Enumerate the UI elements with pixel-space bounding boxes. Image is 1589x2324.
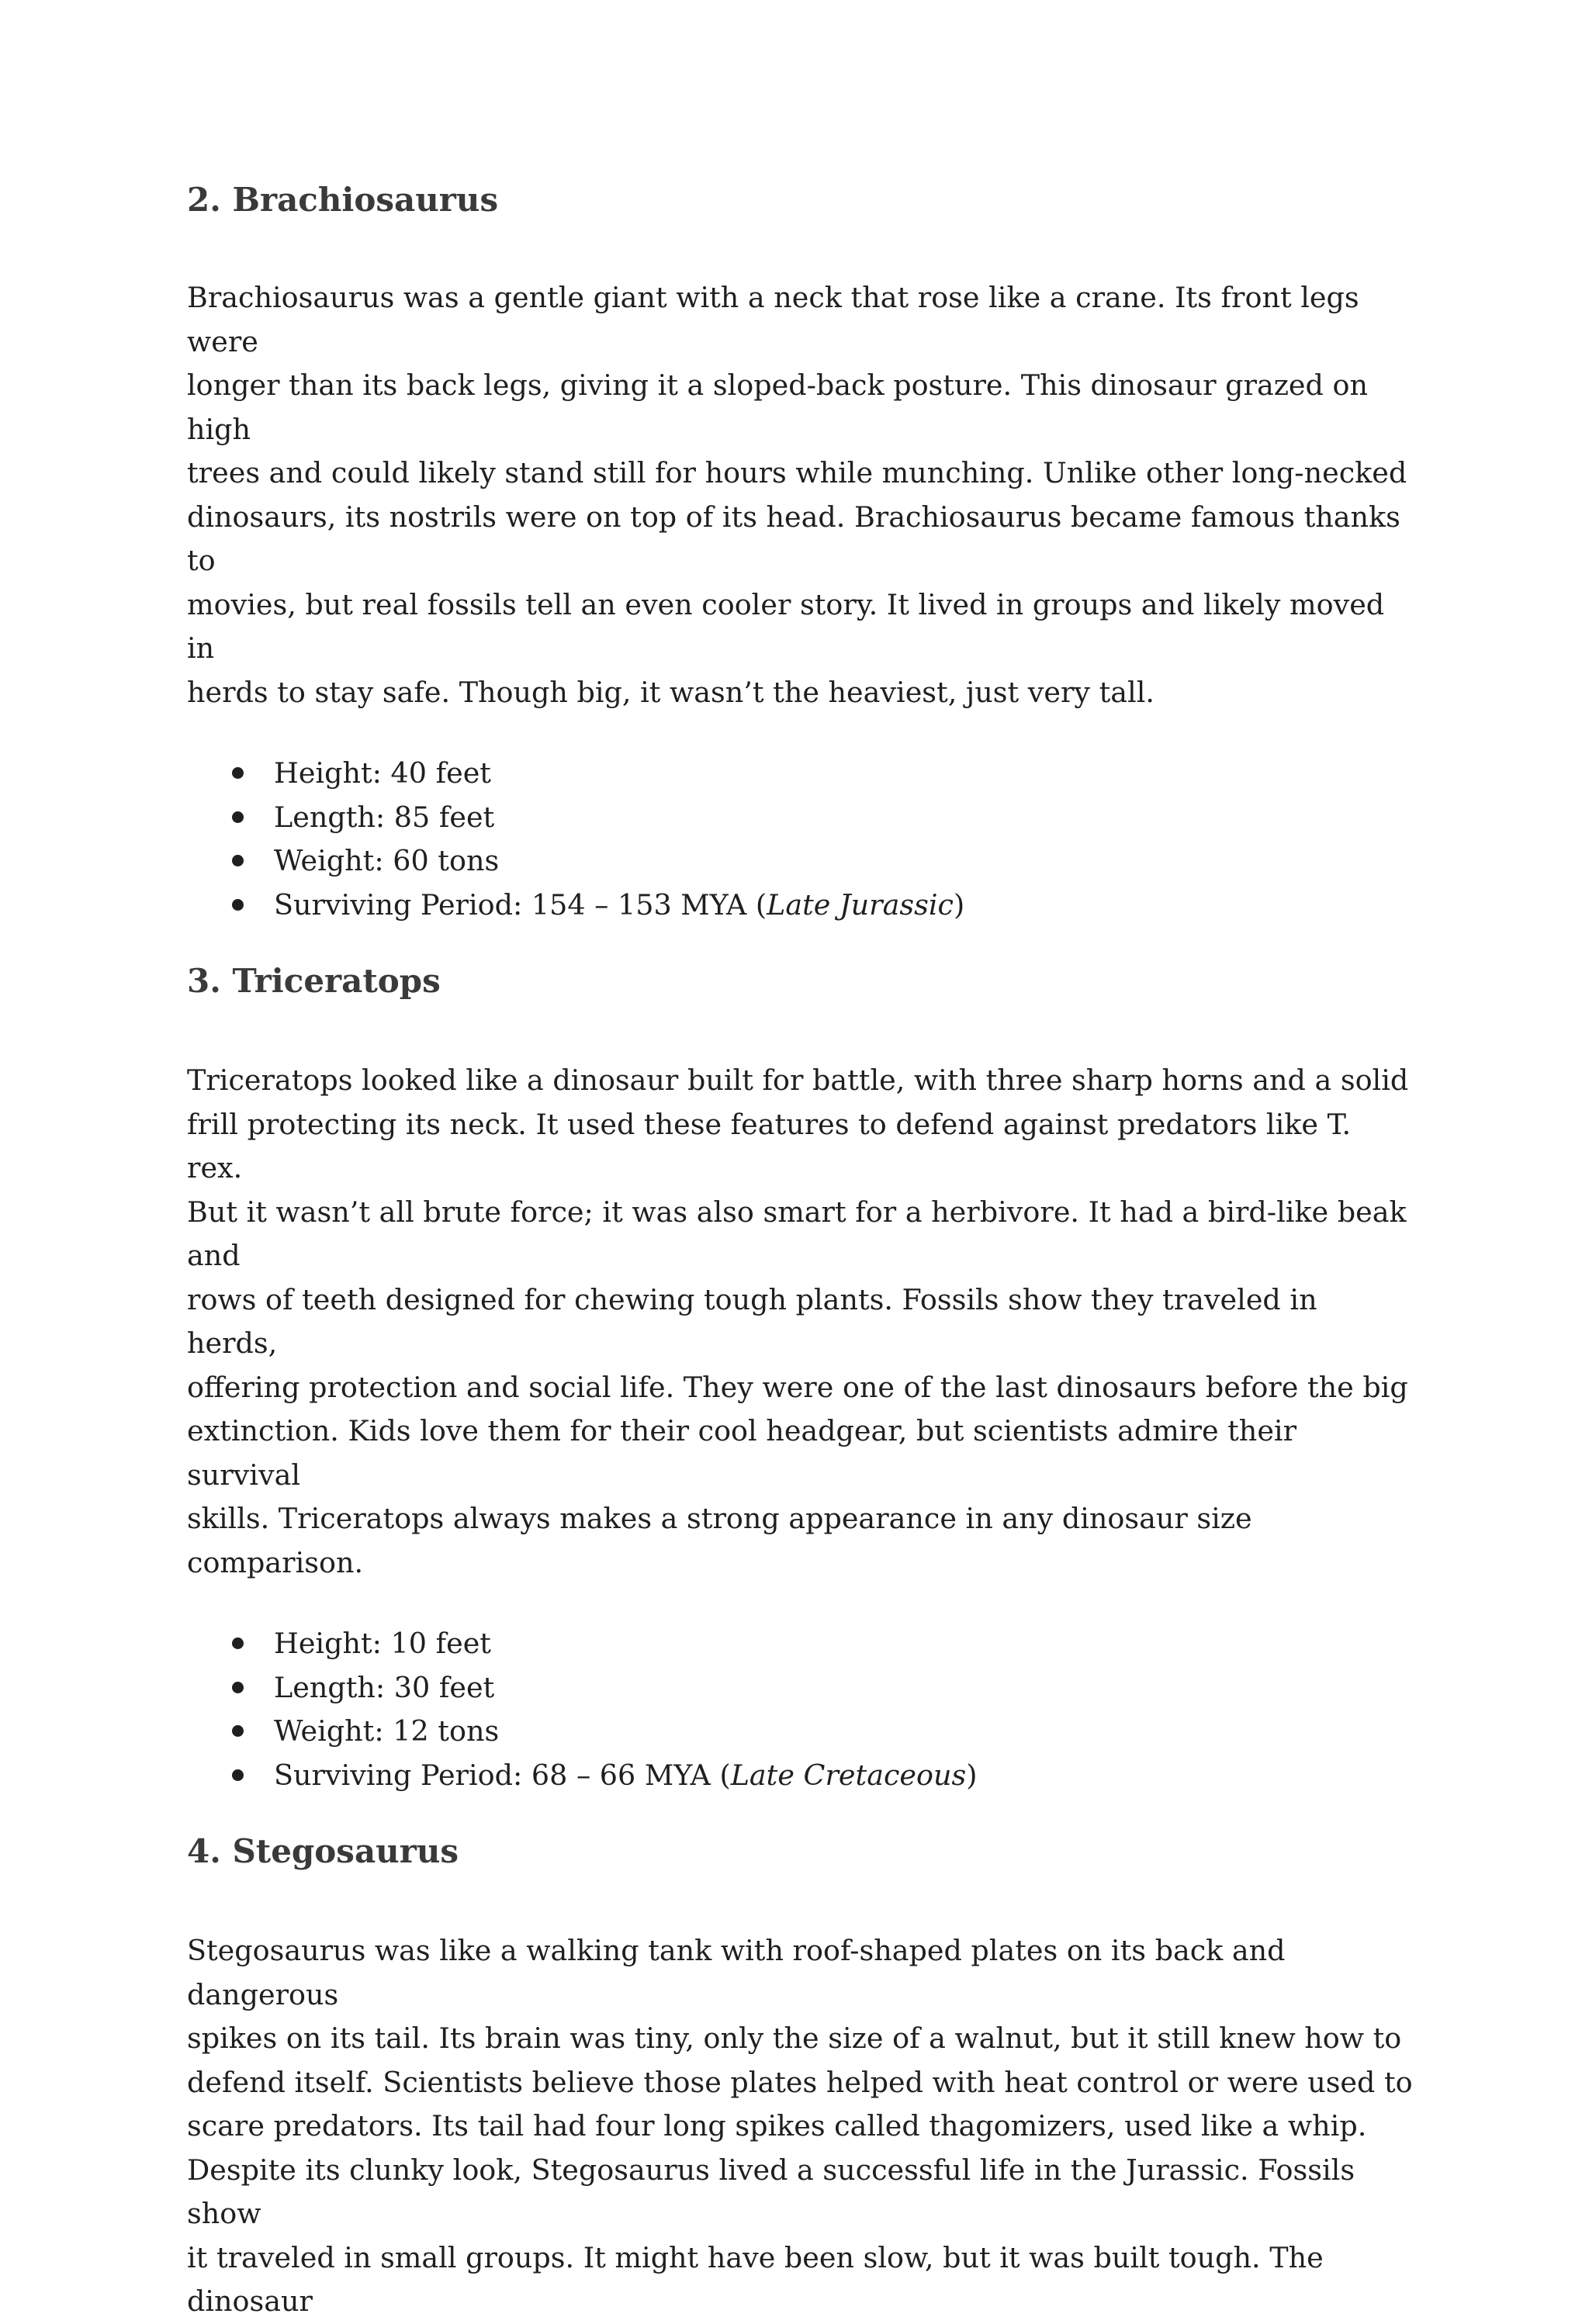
paragraph-line: dinosaurs, its nostrils were on top of its head. Brachiosaurus became famous thanks to [187,500,1400,577]
fact-text: Surviving Period: 154 – 153 MYA ( [274,887,767,922]
facts-list-brachiosaurus [187,752,1413,927]
fact-text: Weight: 60 tons [274,844,500,877]
paragraph-stegosaurus [187,1929,1413,2324]
bullet-icon [232,855,244,866]
fact-length [274,1666,1413,1710]
paragraph-line: skills. Triceratops always makes a strong appearance in any dinosaur size comparison. [187,1502,1252,1579]
section-stegosaurus [187,1830,1413,2324]
paragraph-line: Brachiosaurus was a gentle giant with a neck that rose like a crane. Its front legs were [187,281,1359,358]
facts-list-triceratops [187,1622,1413,1797]
bullet-icon [232,899,244,911]
paragraph-line: herds to stay safe. Though big, it wasn’t the heaviest, just very tall. [187,675,1155,709]
fact-height [274,752,1413,796]
fact-era: Late Jurassic [767,887,954,922]
fact-period [274,884,1413,928]
paragraph-line: spikes on its tail. Its brain was tiny, only the size of a walnut, but it still knew how to [187,2021,1402,2055]
fact-weight [274,1710,1413,1754]
section-title-stegosaurus: 4. Stegosaurus [187,1832,459,1870]
paragraph-line: But it wasn’t all brute force; it was also smart for a herbivore. It had a bird-like beak and [187,1195,1407,1272]
fact-text: Height: 40 feet [274,756,491,790]
fact-height [274,1622,1413,1666]
fact-text: Surviving Period: 68 – 66 MYA ( [274,1758,731,1792]
fact-close: ) [953,887,965,922]
paragraph-line: Despite its clunky look, Stegosaurus lived a successful life in the Jurassic. Fossils show [187,2153,1355,2230]
fact-weight [274,839,1413,884]
paragraph-line: offering protection and social life. They were one of the last dinosaurs before the big [187,1370,1408,1404]
fact-text: Length: 85 feet [274,800,495,834]
fact-era: Late Cretaceous [730,1758,967,1792]
paragraph-line: longer than its back legs, giving it a sloped-back posture. This dinosaur grazed on high [187,368,1368,446]
paragraph-line: Triceratops looked like a dinosaur built for battle, with three sharp horns and a solid [187,1063,1409,1097]
fact-length [274,796,1413,840]
paragraph-line: movies, but real fossils tell an even cooler story. It lived in groups and likely moved in [187,587,1385,665]
paragraph-line: rows of teeth designed for chewing tough plants. Fossils show they traveled in herds, [187,1282,1317,1360]
fact-text: Weight: 12 tons [274,1714,500,1748]
bullet-icon [232,1682,244,1693]
paragraph-line: scare predators. Its tail had four long spikes called thagomizers, used like a whip. [187,2109,1367,2142]
bullet-icon [232,1769,244,1781]
paragraph-line: it traveled in small groups. It might have been slow, but it was built tough. The dinosaur [187,2240,1324,2318]
paragraph-line: trees and could likely stand still for hours while munching. Unlike other long-necked [187,456,1407,489]
section-brachiosaurus [187,178,1413,927]
fact-period [274,1754,1413,1798]
fact-text: Height: 10 feet [274,1627,491,1660]
paragraph-line: defend itself. Scientists believe those plates helped with heat control or were used to [187,2065,1413,2099]
bullet-icon [232,1638,244,1649]
section-title-triceratops: 3. Triceratops [187,962,441,1000]
section-triceratops [187,960,1413,1797]
fact-close: ) [966,1758,978,1792]
paragraph-line: frill protecting its neck. It used these features to defend against predators like T. rex. [187,1107,1352,1184]
paragraph-brachiosaurus [187,276,1413,714]
section-title-brachiosaurus: 2. Brachiosaurus [187,181,499,219]
paragraph-line: Stegosaurus was like a walking tank with roof-shaped plates on its back and dangerous [187,1934,1286,2011]
bullet-icon [232,811,244,823]
document-page [187,178,1413,2324]
bullet-icon [232,1725,244,1737]
paragraph-line: extinction. Kids love them for their cool headgear, but scientists admire their survival [187,1414,1297,1492]
bullet-icon [232,767,244,779]
fact-text: Length: 30 feet [274,1670,495,1704]
paragraph-triceratops [187,1059,1413,1585]
